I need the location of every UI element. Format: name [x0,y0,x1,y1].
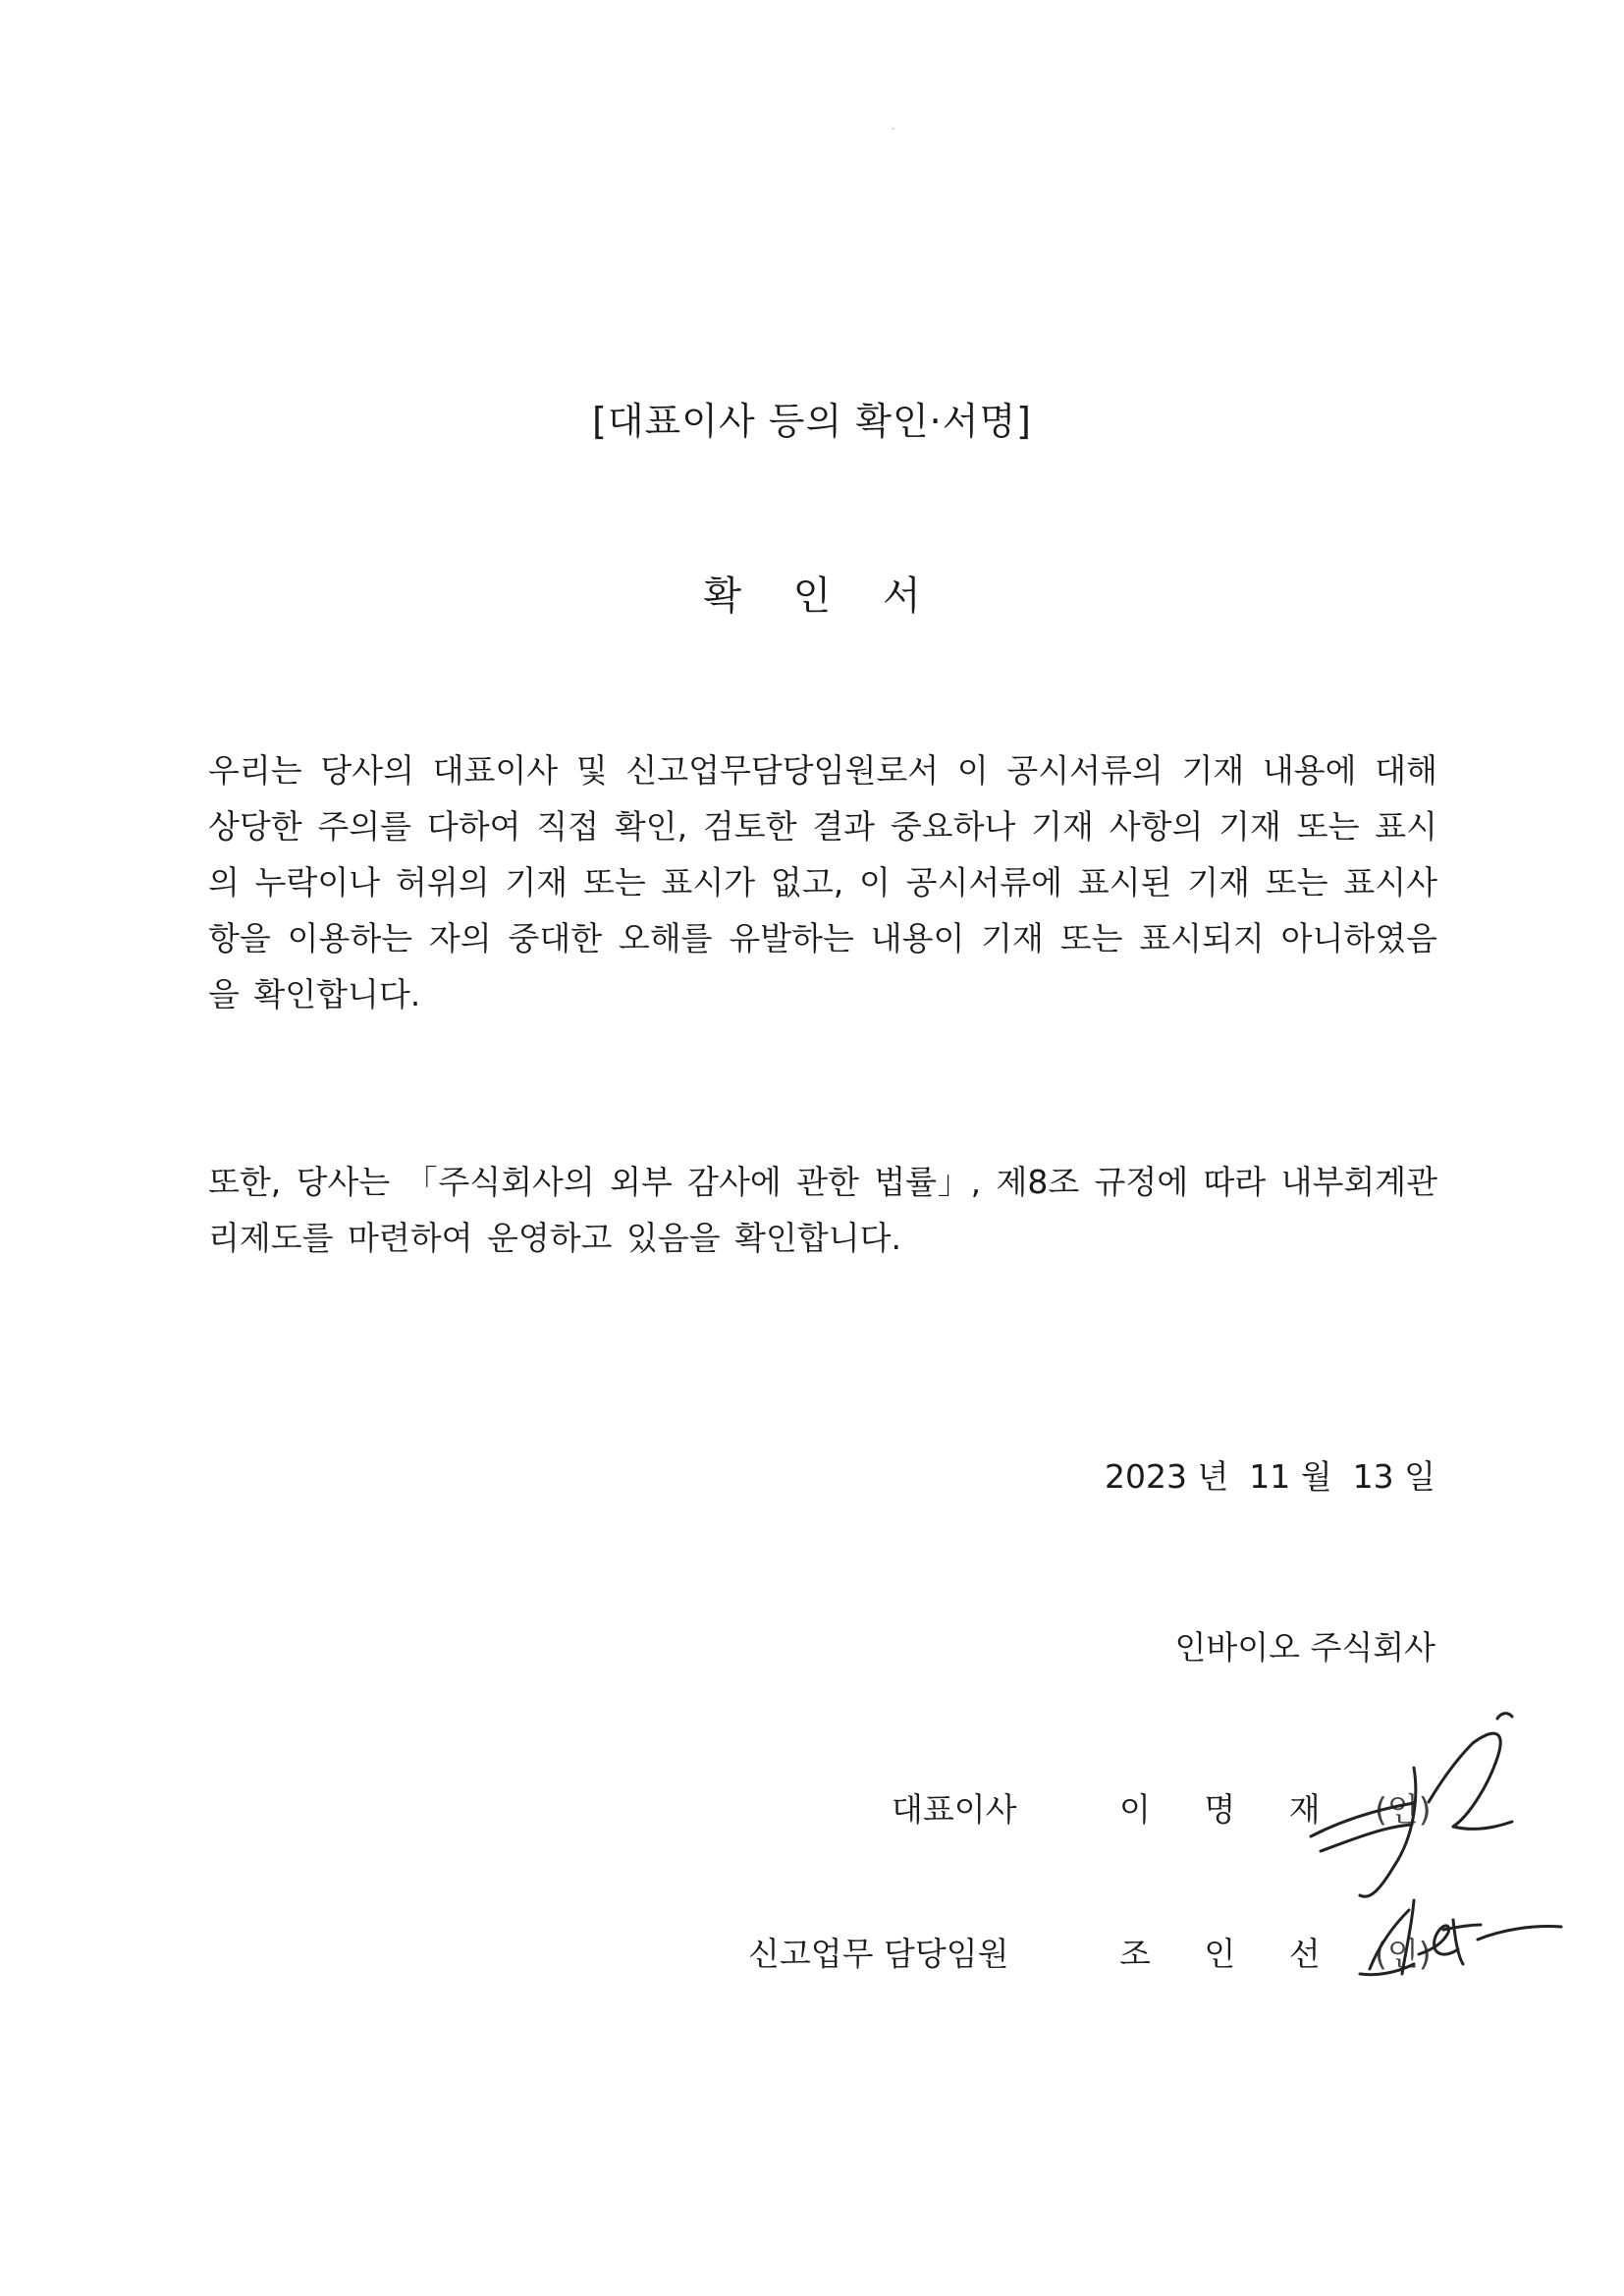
signer-name-officer: 조 인 선 [1119,1935,1342,1973]
internal-control-paragraph: 또한, 당사는 「주식회사의 외부 감사에 관한 법률」, 제8조 규정에 따라 내부회계관리제도를 마련하여 운영하고 있음을 확인합니다. [208,1163,1437,1257]
signer-name-ceo: 이 명 재 [1119,1790,1342,1829]
signer-seal-officer: (인) [1375,1935,1432,1973]
signer-role-ceo: 대표이사 [892,1790,1017,1829]
confirmation-paragraph: 우리는 당사의 대표이사 및 신고업무담당임원로서 이 공시서류의 기재 내용에 대해 상당한 주의를 다하여 직접 확인, 검토한 결과 중요하나 기재 사항의 기재 또는 표시의 누락이나 허위의 기재 또는 표시가 없고, 이 공시서류에 표시된 기재 또는 표시사항을 이용하는 자의 중대한 오해를 유발하는 내용이 기재 또는 표시되지 아니하였음을 확인합니다. [208,751,1437,1013]
document-date: 2023 년 11 월 13 일 [1104,1457,1435,1496]
document-heading: [대표이사 등의 확인·서명] [592,400,1032,443]
signer-role-officer: 신고업무 담당임원 [748,1935,1009,1973]
scan-speck [892,128,894,130]
company-name: 인바이오 주식회사 [1174,1628,1435,1667]
signer-seal-ceo: (인) [1375,1790,1432,1829]
document-title: 확 인 서 [703,574,941,619]
